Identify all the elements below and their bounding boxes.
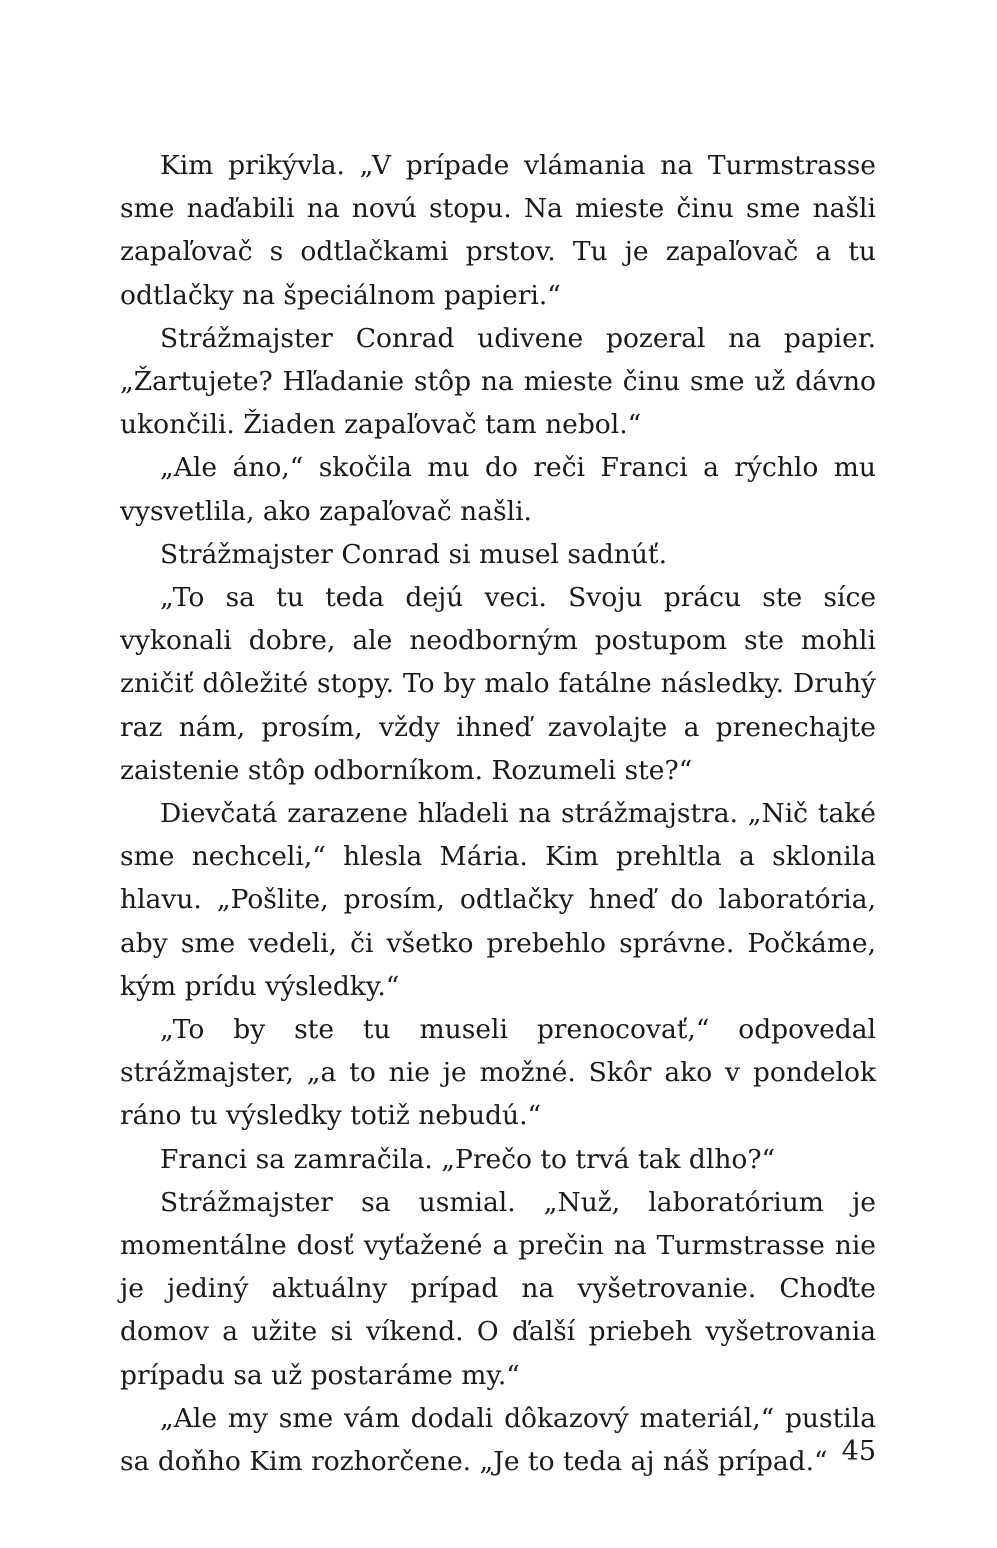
paragraph: Strážmajster Conrad si musel sadnúť.: [160, 538, 667, 570]
paragraph: „To sa tu teda dejú veci. Svoju prácu ste síce vykonali dobre, ale neodborným postupom ste mohli zničiť dôležité stopy. To by malo fatálne následky. Druhý raz nám, prosím, vždy ihneď zavolajte a prenechajte zaistenie stôp odborníkom. Rozumeli ste?“: [120, 582, 876, 786]
paragraph: „Ale áno,“ skočila mu do reči Franci a rýchlo mu vysvetlila, ako zapaľovač našli.: [120, 452, 876, 527]
page-number: 45: [841, 1436, 876, 1467]
body-text: [120, 144, 876, 1483]
paragraph: Strážmajster sa usmial. „Nuž, laboratórium je momentálne dosť vyťažené a prečin na Turmstrasse nie je jediný aktuálny prípad na vyšetrovanie. Choďte domov a užite si víkend. O ďalší priebeh vyšetrovania prípadu sa už postaráme my.“: [120, 1186, 876, 1391]
paragraph: Dievčatá zarazene hľadeli na strážmajstra. „Nič také sme nechceli,“ hlesla Mária. Kim prehltla a sklonila hlavu. „Pošlite, prosím, odtlačky hneď do laboratória, aby sme vedeli, či všetko prebehlo správne. Počkáme, kým prídu výsledky.“: [120, 798, 876, 1002]
paragraph: Franci sa zamračila. „Prečo to trvá tak dlho?“: [160, 1143, 776, 1175]
paragraph: Strážmajster Conrad udivene pozeral na papier. „Žartujete? Hľadanie stôp na mieste činu sme už dávno ukončili. Žiaden zapaľovač tam nebol.“: [120, 322, 876, 441]
paragraph: „Ale my sme vám dodali dôkazový materiál,“ pustila sa doňho Kim rozhorčene. „Je to teda aj náš prípad.“: [120, 1402, 876, 1478]
paragraph: „To by ste tu museli prenocovať,“ odpovedal strážmajster, „a to nie je možné. Skôr ako v pondelok ráno tu výsledky totiž nebudú.“: [120, 1014, 876, 1132]
paragraph: Kim prikývla. „V prípade vlámania na Turmstrasse sme naďabili na novú stopu. Na mieste činu sme našli zapaľovač s odtlačkami prstov. Tu je zapaľovač a tu odtlačky na špeciálnom papieri.“: [120, 150, 876, 311]
